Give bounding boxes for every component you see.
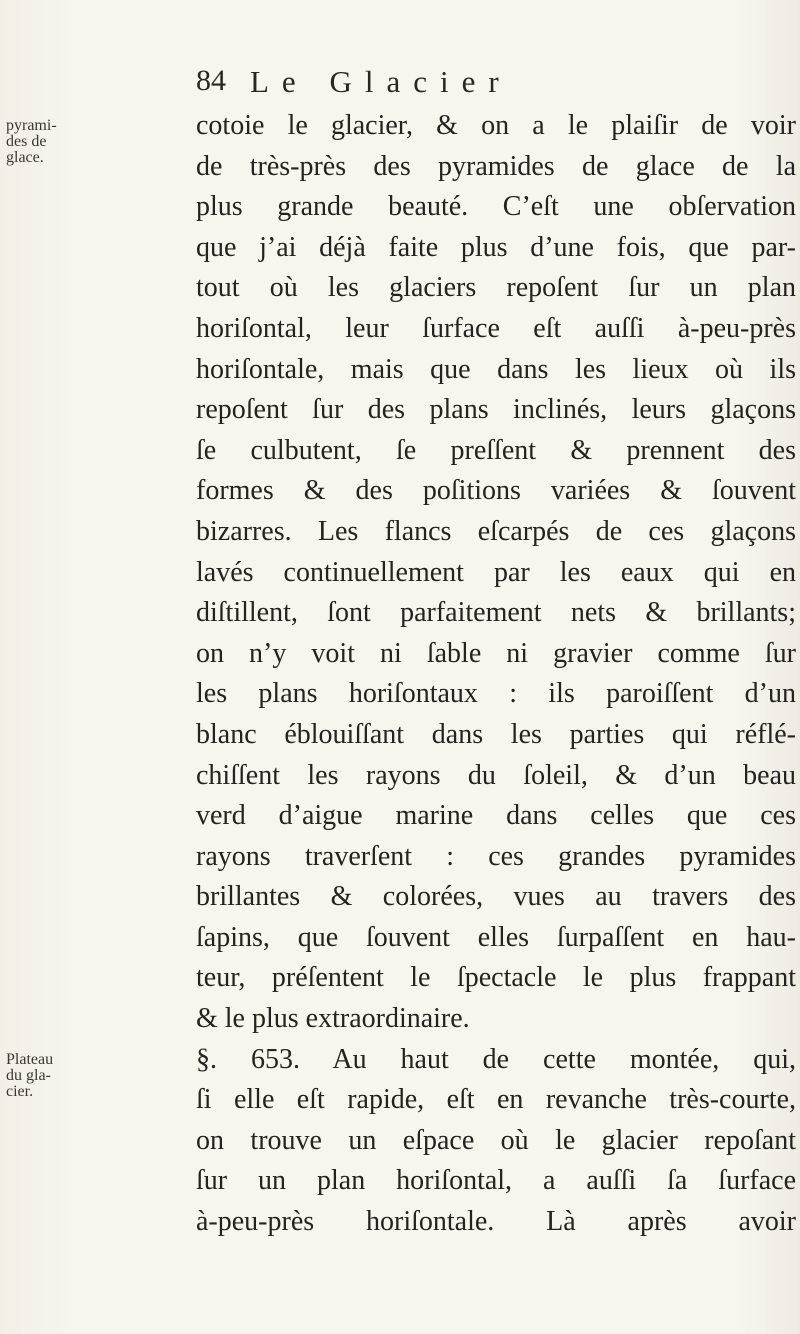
text-line: que j’ai déjà faite plus d’une fois, que par-	[196, 231, 796, 263]
text-line: verd d’aigue marine dans celles que ces	[196, 800, 796, 832]
text-line: ſi elle eſt rapide, eſt en revanche très-courte,	[196, 1084, 796, 1116]
text-line: §. 653. Au haut de cette montée, qui,	[196, 1043, 796, 1075]
text-line: tout où les glaciers repoſent ſur un plan	[196, 272, 796, 304]
text-line: teur, préſentent le ſpectacle le plus frappant	[196, 962, 796, 994]
margin-note-line: pyrami-	[6, 117, 57, 134]
text-line: plus grande beauté. C’eſt une obſervation	[196, 191, 796, 223]
text-line: repoſent ſur des plans inclinés, leurs glaçons	[196, 394, 796, 426]
text-line: blanc éblouiſſant dans les parties qui réflé-	[196, 718, 796, 750]
text-line: ſe culbutent, ſe preſſent & prennent des	[196, 434, 796, 466]
running-title: Le Glacier	[250, 64, 512, 99]
text-line: lavés continuellement par les eaux qui en	[196, 556, 796, 588]
text-line: de très-près des pyramides de glace de la	[196, 150, 796, 182]
text-line: ſapins, que ſouvent elles ſurpaſſent en hau-	[196, 921, 796, 953]
text-line: cotoie le glacier, & on a le plaiſir de voir	[196, 110, 796, 141]
text-line: rayons traverſent : ces grandes pyramides	[196, 840, 796, 872]
margin-note-line: des de	[6, 133, 47, 150]
text-line: horiſontale, mais que dans les lieux où ils	[196, 353, 796, 385]
margin-note-pyramides	[6, 118, 76, 166]
text-line: diſtillent, ſont parfaitement nets & brillants;	[196, 597, 796, 629]
text-line: formes & des poſitions variées & ſouvent	[196, 475, 796, 507]
text-line: les plans horiſontaux : ils paroiſſent d’un	[196, 678, 796, 710]
body-text	[196, 106, 796, 1243]
page-number: 84	[196, 64, 226, 97]
text-line: on n’y voit ni ſable ni gravier comme ſur	[196, 637, 796, 669]
text-line: horiſontal, leur ſurface eſt auſſi à-peu-près	[196, 312, 796, 344]
text-line: bizarres. Les flancs eſcarpés de ces glaçons	[196, 515, 796, 547]
page-header	[196, 64, 776, 104]
text-line: à-peu-près horiſontale. Là après avoir	[196, 1206, 796, 1238]
margin-note-line: Plateau	[6, 1051, 54, 1068]
text-line: ſur un plan horiſontal, a auſſi ſa ſurface	[196, 1165, 796, 1197]
text-line: brillantes & colorées, vues au travers des	[196, 881, 796, 913]
text-line: chiſſent les rayons du ſoleil, & d’un beau	[196, 759, 796, 791]
margin-note-plateau	[6, 1052, 76, 1100]
margin-note-line: glace.	[6, 149, 44, 166]
margin-note-line: du gla-	[6, 1067, 51, 1084]
margin-note-line: cier.	[6, 1083, 34, 1100]
text-line: on trouve un eſpace où le glacier repoſant	[196, 1124, 796, 1156]
text-line: & le plus extraordinaire.	[196, 1003, 470, 1035]
